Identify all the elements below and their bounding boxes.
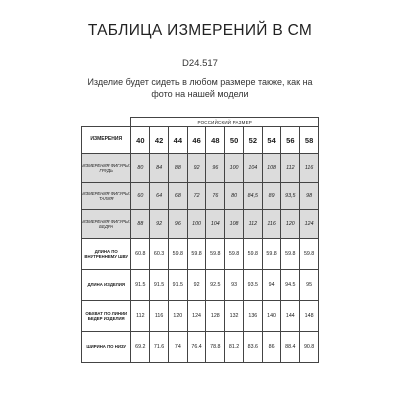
size-header: 52 — [243, 127, 262, 154]
size-header: 44 — [168, 127, 187, 154]
table-corner — [82, 118, 131, 127]
table-cell: 140 — [262, 301, 281, 332]
table-cell: 104 — [206, 210, 225, 239]
table-cell: 59.8 — [243, 239, 262, 270]
size-header: 40 — [131, 127, 150, 154]
table-cell: 74 — [168, 332, 187, 363]
table-cell: 94.5 — [281, 270, 300, 301]
table-cell: 112 — [281, 154, 300, 183]
table-cell: 108 — [225, 210, 244, 239]
table-row — [82, 210, 319, 239]
size-header: 56 — [281, 127, 300, 154]
table-cell: 120 — [281, 210, 300, 239]
table-cell: 136 — [243, 301, 262, 332]
table-cell: 64 — [150, 183, 169, 210]
group-header: РОССИЙСКИЙ РАЗМЕР — [131, 118, 319, 127]
table-cell: 96 — [168, 210, 187, 239]
row-label: ДЛИНА ИЗДЕЛИЯ — [82, 270, 131, 301]
table-cell: 93 — [225, 270, 244, 301]
group-header-row — [82, 118, 319, 127]
table-cell: 132 — [225, 301, 244, 332]
table-cell: 98 — [300, 183, 319, 210]
table-cell: 88 — [168, 154, 187, 183]
size-header: 46 — [187, 127, 206, 154]
table-cell: 92 — [150, 210, 169, 239]
table-cell: 78.8 — [206, 332, 225, 363]
table-cell: 124 — [187, 301, 206, 332]
table-cell: 86 — [262, 332, 281, 363]
table-cell: 60.3 — [150, 239, 169, 270]
table-cell: 72 — [187, 183, 206, 210]
table-cell: 80 — [225, 183, 244, 210]
article-code: D24.517 — [182, 58, 218, 69]
table-cell: 112 — [243, 210, 262, 239]
table-row — [82, 154, 319, 183]
table-cell: 112 — [131, 301, 150, 332]
row-label: ИЗМЕРЕНИЯ ФИГУРЫ: ТАЛИЯ — [82, 183, 131, 210]
table-row — [82, 270, 319, 301]
page-title: ТАБЛИЦА ИЗМЕРЕНИЙ В СМ — [87, 22, 313, 39]
size-header: 50 — [225, 127, 244, 154]
table-cell: 76 — [206, 183, 225, 210]
table-row — [82, 332, 319, 363]
table-cell: 88.4 — [281, 332, 300, 363]
table-cell: 69.2 — [131, 332, 150, 363]
size-header: 54 — [262, 127, 281, 154]
table-cell: 80 — [131, 154, 150, 183]
table-cell: 68 — [168, 183, 187, 210]
table-cell: 100 — [225, 154, 244, 183]
table-cell: 59.8 — [225, 239, 244, 270]
table-cell: 93.5 — [243, 270, 262, 301]
table-cell: 59.8 — [168, 239, 187, 270]
table-cell: 94 — [262, 270, 281, 301]
table-row — [82, 239, 319, 270]
table-cell: 59.8 — [300, 239, 319, 270]
table-cell: 104 — [243, 154, 262, 183]
table-cell: 92 — [187, 270, 206, 301]
table-cell: 144 — [281, 301, 300, 332]
table-cell: 96 — [206, 154, 225, 183]
table-cell: 59.8 — [262, 239, 281, 270]
size-header: 48 — [206, 127, 225, 154]
table-cell: 59.8 — [206, 239, 225, 270]
table-cell: 92.5 — [206, 270, 225, 301]
table-cell: 90.8 — [300, 332, 319, 363]
table-cell: 89 — [262, 183, 281, 210]
size-header: 42 — [150, 127, 169, 154]
table-cell: 91.5 — [131, 270, 150, 301]
table-cell: 100 — [187, 210, 206, 239]
fit-note: Изделие будет сидеть в любом размере также, как на фото на нашей модели — [87, 77, 313, 99]
table-cell: 59.8 — [187, 239, 206, 270]
sizes-row-label: ИЗМЕРЕНИЯ — [82, 127, 131, 154]
table-row — [82, 301, 319, 332]
sizes-row — [82, 127, 319, 154]
table-cell: 81.2 — [225, 332, 244, 363]
table-cell: 116 — [300, 154, 319, 183]
table-cell: 120 — [168, 301, 187, 332]
row-label: ИЗМЕРЕНИЯ ФИГУРЫ: БЕДРА — [82, 210, 131, 239]
table-cell: 76.4 — [187, 332, 206, 363]
table-cell: 93,5 — [281, 183, 300, 210]
size-header: 58 — [300, 127, 319, 154]
table-cell: 148 — [300, 301, 319, 332]
table-cell: 59.8 — [281, 239, 300, 270]
table-cell: 84 — [150, 154, 169, 183]
table-cell: 95 — [300, 270, 319, 301]
table-cell: 116 — [262, 210, 281, 239]
table-cell: 124 — [300, 210, 319, 239]
table-cell: 88 — [131, 210, 150, 239]
table-cell: 128 — [206, 301, 225, 332]
table-cell: 116 — [150, 301, 169, 332]
table-cell: 60.8 — [131, 239, 150, 270]
table-cell: 60 — [131, 183, 150, 210]
table-cell: 83.6 — [243, 332, 262, 363]
size-table — [81, 117, 319, 363]
table-cell: 84,5 — [243, 183, 262, 210]
row-label: ОБХВАТ ПО ЛИНИИ БЕДЕР ИЗДЕЛИЯ — [82, 301, 131, 332]
row-label: ИЗМЕРЕНИЯ ФИГУРЫ: ГРУДЬ — [82, 154, 131, 183]
size-table-body — [82, 118, 319, 363]
table-cell: 108 — [262, 154, 281, 183]
row-label: ДЛИНА ПО ВНУТРЕННЕМУ ШВУ — [82, 239, 131, 270]
table-row — [82, 183, 319, 210]
table-cell: 91.5 — [150, 270, 169, 301]
table-cell: 92 — [187, 154, 206, 183]
row-label: ШИРИНА ПО НИЗУ — [82, 332, 131, 363]
table-cell: 71.6 — [150, 332, 169, 363]
table-cell: 91.5 — [168, 270, 187, 301]
